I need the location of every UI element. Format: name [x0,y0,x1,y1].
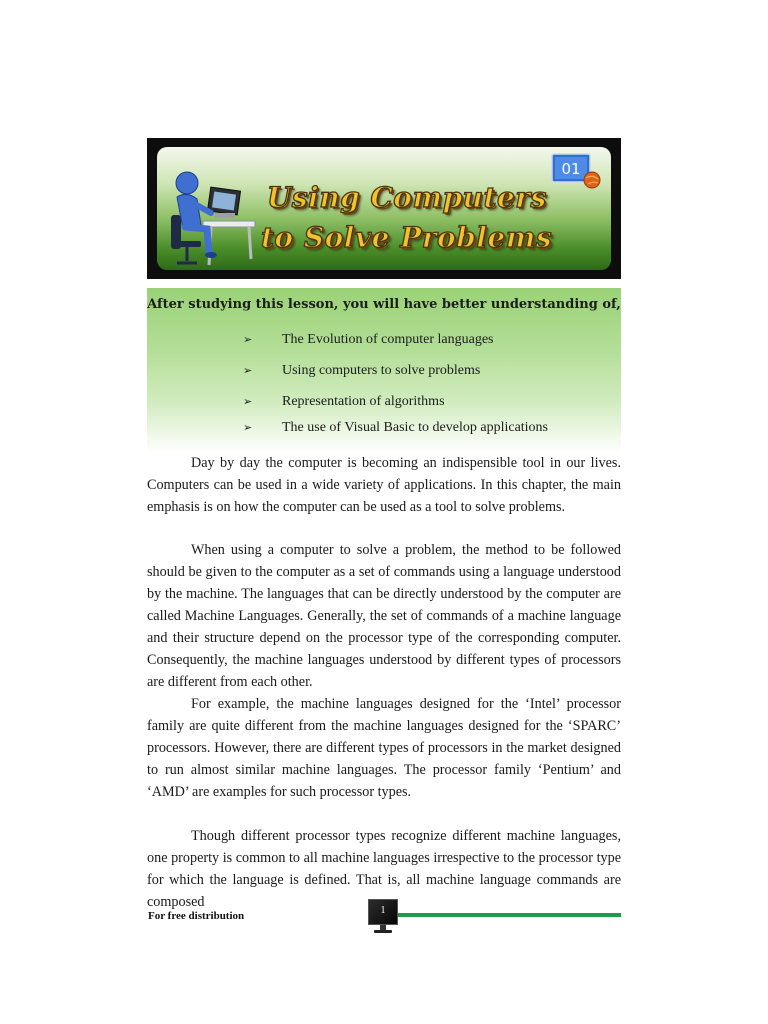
objective-text: Using computers to solve problems [282,363,481,378]
chapter-title-line-2: to Solve Problems [261,221,553,254]
page-number: 1 [368,899,398,925]
arrow-bullet-icon: ➢ [243,421,253,434]
objective-item [243,332,494,348]
chapter-banner [147,138,621,279]
footer-distribution-text: For free distribution [148,910,245,922]
arrow-bullet-icon: ➢ [243,395,253,408]
page-number-monitor-icon [368,899,398,935]
body-paragraph: Day by day the computer is becoming an indispensible tool in our lives. Computers can be used in a wide variety of applications. In this chapter, the main emphasis is on how the computer can be used as a tool to solve problems. [147,455,621,515]
objective-item [243,420,548,436]
body-paragraph: When using a computer to solve a problem, the method to be followed should be given to the computer as a set of commands using a language understood by the machine. The languages that can be directly understood by the computer are called Machine Languages. Generally, the set of commands of a machine language and their structure depend on the processor type of the corresponding computer. Consequently, the machine languages understood by different types of processors are different from each other. [147,542,621,690]
objectives-heading: After studying this lesson, you will have better understanding of, [147,297,621,312]
objective-item [243,363,480,379]
objective-item [243,394,445,410]
chapter-number-badge [552,152,600,190]
body-paragraph: For example, the machine languages designed for the ‘Intel’ processor family are quite different from the machine languages designed for the ‘SPARC’ processors. However, there are different types of processors in the market designed to run almost similar machine languages. The processor family ‘Pentium’ and ‘AMD’ are examples for such processor types. [147,696,621,800]
arrow-bullet-icon: ➢ [243,333,253,346]
banner-panel [157,147,611,270]
chapter-title-line-1: Using Computers [267,181,547,214]
objective-text: The use of Visual Basic to develop applications [282,420,549,435]
footer-divider-line [398,913,621,917]
monitor-base [374,930,392,933]
objective-text: Representation of algorithms [282,394,445,409]
arrow-bullet-icon: ➢ [243,364,253,377]
objective-text: The Evolution of computer languages [282,332,494,347]
person-at-computer-icon [163,169,259,267]
body-paragraph: Though different processor types recognize different machine languages, one property is common to all machine languages irrespective to the processor type for which the language is defined. That is, all machine language commands are composed [147,828,621,910]
learning-objectives-box [147,288,621,453]
chapter-number: 01 [561,160,581,178]
